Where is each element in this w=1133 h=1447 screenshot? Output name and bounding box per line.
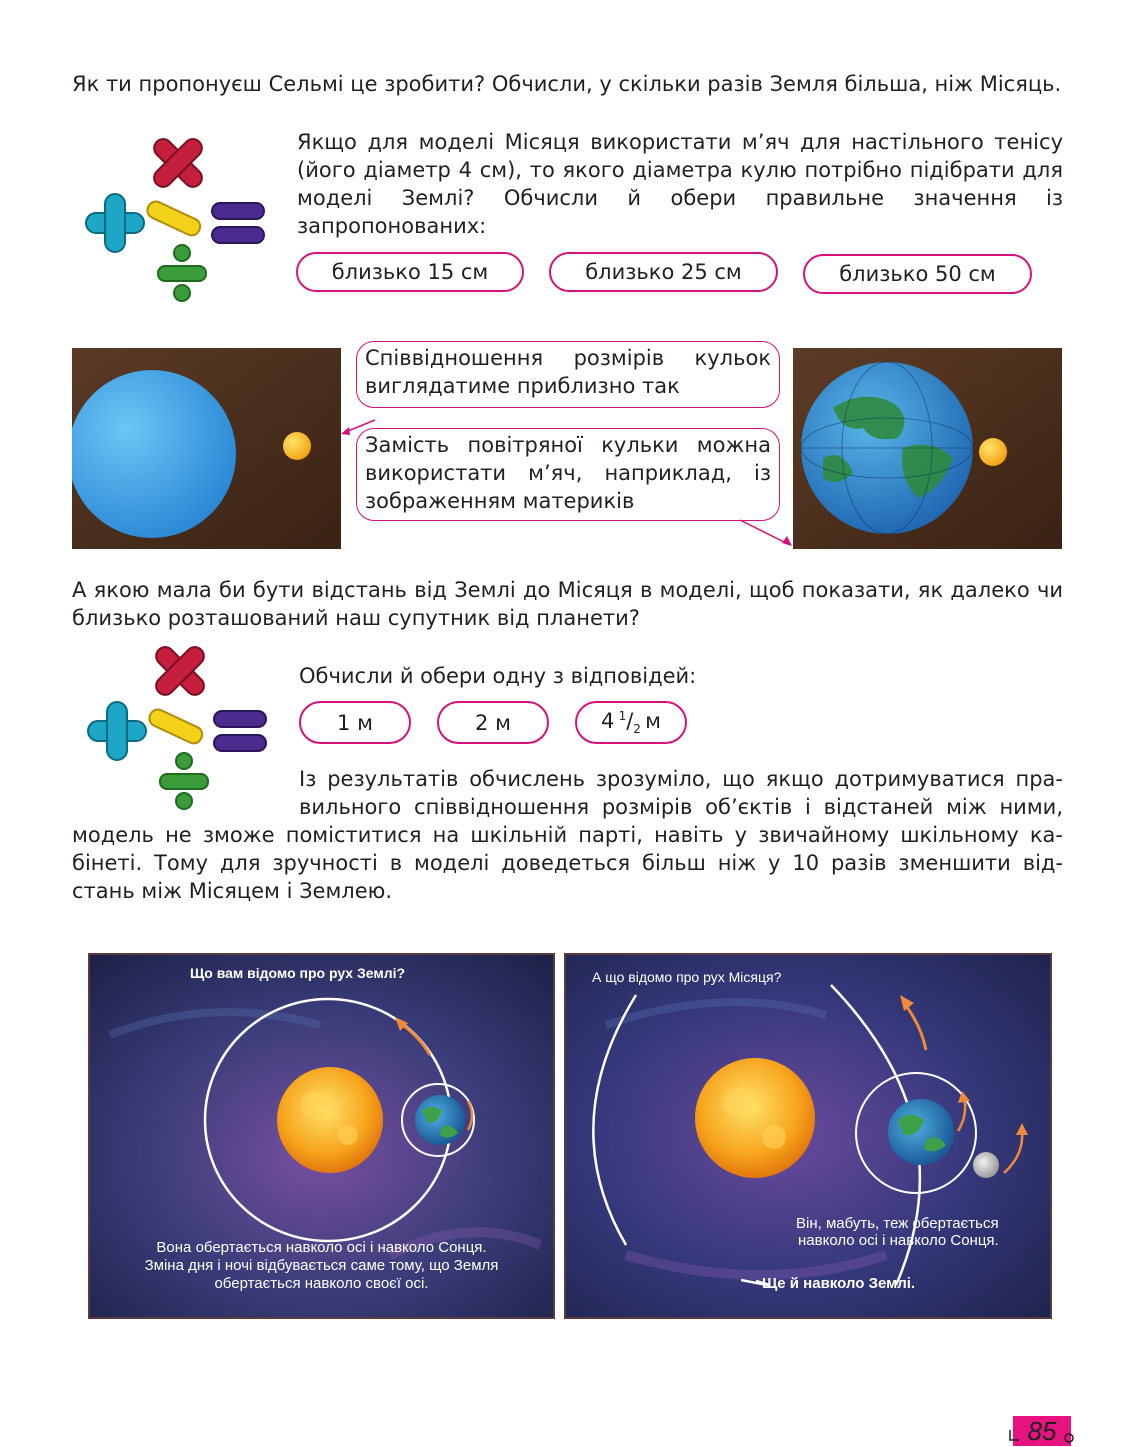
option-2m[interactable]: 2 м (437, 701, 549, 744)
globe-photo (793, 348, 1062, 549)
ratio-speech-bubble: Співвідношення розмірів кульок виглядатиме приблизно так (356, 341, 780, 408)
left-comic-caption: Вона обертається навколо осі і навколо Сонця. Зміна дня і ночі відбувається саме тому, що Земля обертається навколо своєї осі. (144, 1239, 499, 1292)
math-symbols-icon (78, 135, 268, 305)
conclusion-line-3: модель не зможе поміститися на шкільній парті, навіть у звичайному шкільному ка- (72, 823, 1063, 847)
left-comic-question: Що вам відомо про рух Землі? (190, 965, 406, 981)
conclusion-line-5: стань між Місяцем і Землею. (72, 879, 392, 903)
option-1m[interactable]: 1 м (299, 701, 411, 744)
conclusion-paragraph (72, 765, 1063, 905)
task2-prompt: Обчисли й обери одну з відповідей: (299, 664, 697, 688)
right-comic-question: А що відомо про рух Місяця? (592, 969, 782, 985)
page-number: 85 (1013, 1416, 1071, 1446)
option-4-half-m[interactable]: 4 $^1/_2$ м (575, 701, 687, 744)
moon-motion-comic (564, 953, 1052, 1319)
globe-speech-bubble: Замість повітряної кульки можна використати м’яч, наприклад, із зображенням материків (356, 428, 780, 521)
bubble-pointers (335, 400, 805, 550)
page-corner-mark (1007, 1426, 1077, 1446)
option-25cm[interactable]: близько 25 см (549, 252, 778, 292)
intro-paragraph: Як ти пропонуєш Сельмі це зробити? Обчисли, у скільки разів Земля більша, ніж Місяць. (72, 72, 1062, 96)
task1-text: Якщо для моделі Місяця використати м’яч для настільного тенісу (його діаметр 4 см), то якого діаметра кулю потрібно підібрати для моделі Землі? Обчисли й обери правильне значення із запропонованих: (297, 130, 1063, 238)
option-50cm[interactable]: близько 50 см (803, 254, 1032, 294)
earth-motion-comic (88, 953, 555, 1319)
right-comic-caption: Він, мабуть, теж обертається навколо осі і навколо Сонця. (796, 1215, 999, 1249)
right-comic-caption-2: Ще й навколо Землі. (762, 1275, 916, 1292)
conclusion-line-1: Із результатів обчислень зрозуміло, що якщо дотримуватися пра- (299, 767, 1063, 791)
balloon-photo (72, 348, 341, 549)
conclusion-line-4: бінеті. Тому для зручності в моделі доведеться більш ніж у 10 разів зменшити від- (72, 851, 1063, 875)
option-15cm[interactable]: близько 15 см (296, 252, 524, 292)
distance-paragraph: А якою мала би бути відстань від Землі до Місяця в моделі, щоб показати, як далеко чи близько розташований наш супутник від планети? (72, 578, 1063, 630)
conclusion-line-2: вильного співвідношення розмірів об’єктів і відстаней між ними, (299, 795, 1063, 819)
